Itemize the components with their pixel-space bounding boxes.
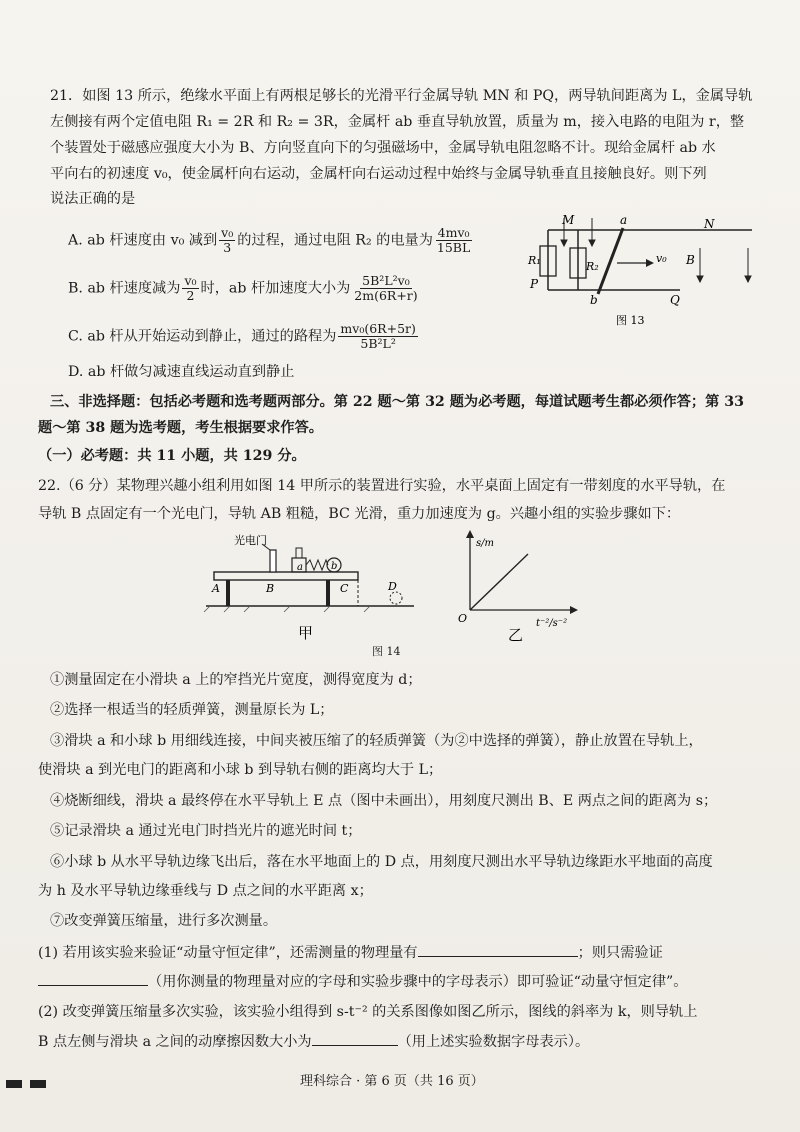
q22-step-6-line-1: ⑥小球 b 从水平导轨边缘飞出后，落在水平地面上的 D 点，用刻度尺测出水平导轨边缘距水平地面的高度 bbox=[50, 854, 713, 870]
figure-14-yi-caption: 乙 bbox=[508, 626, 524, 644]
q22-part-2-line-1: (2) 改变弹簧压缩量多次实验，该实验小组得到 s-t⁻² 的关系图像如图乙所示，图线的斜率为 k，则导轨上 bbox=[38, 1004, 698, 1020]
q21-option-a: A. ab 杆速度由 v₀ 减到 $\frac{\text{v₀}}{3}$ 的过程，通过电阻 R₂ 的电量为 $\frac{\text{4mv₀}}{15BL}$ bbox=[68, 225, 471, 255]
label-b: b bbox=[331, 561, 338, 572]
section3-sub-heading: （一）必考题：共 11 小题，共 129 分。 bbox=[38, 448, 306, 464]
x-axis-label: t⁻²/s⁻² bbox=[536, 618, 568, 629]
q22-step-3-line-1: ③滑块 a 和小球 b 用细线连接，中间夹被压缩了的轻质弹簧（为②中选择的弹簧），静止放置在导轨上， bbox=[50, 733, 703, 749]
label-P: P bbox=[530, 277, 539, 291]
s-vs-t-line bbox=[470, 554, 528, 610]
q22-stem-line-2: 导轨 B 点固定有一个光电门，导轨 AB 粗糙，BC 光滑，重力加速度为 g。兴趣小组的实验步骤如下： bbox=[38, 506, 681, 522]
q21-stem-line-3: 个装置处于磁感应强度大小为 B、方向竖直向下的匀强磁场中，金属导轨电阻忽略不计。现给金属杆 ab 水 bbox=[50, 140, 716, 156]
figure-14-caption: 图 14 bbox=[372, 645, 401, 658]
q21-stem-line-2: 左侧接有两个定值电阻 R₁ = 2R 和 R₂ = 3R，金属杆 ab 垂直导轨放置，质量为 m，接入电路的电阻为 r，整 bbox=[50, 114, 745, 130]
q22-step-3-line-2: 使滑块 a 到光电门的距离和小球 b 到导轨右侧的距离均大于 L； bbox=[38, 762, 443, 778]
figure-13-diagram bbox=[520, 208, 760, 328]
horizontal-rail bbox=[214, 572, 358, 580]
q21-option-d: D. ab 杆做匀减速直线运动直到静止 bbox=[68, 364, 295, 380]
figure-14-jia-diagram bbox=[200, 530, 420, 648]
velocity-arrow-icon bbox=[646, 259, 654, 267]
label-a: a bbox=[297, 562, 303, 573]
label-C: C bbox=[340, 582, 349, 595]
q22-step-4: ④烧断细线，滑块 a 最终停在水平导轨上 E 点（图中未画出），用刻度尺测出 B、E 两点之间的距离为 s； bbox=[50, 793, 718, 809]
figure-14-yi-graph bbox=[450, 530, 590, 648]
q22-stem-line-1: 22.（6 分）某物理兴趣小组利用如图 14 甲所示的装置进行实验，水平桌面上固定有一带刻度的水平导轨，在 bbox=[38, 478, 726, 494]
registration-mark bbox=[30, 1080, 46, 1088]
q22-step-2: ②选择一根适当的轻质弹簧，测量原长为 L； bbox=[50, 702, 334, 718]
label-R1: R₁ bbox=[528, 254, 541, 267]
q21-stem-line-1: 21．如图 13 所示，绝缘水平面上有两根足够长的光滑平行金属导轨 MN 和 PQ，两导轨间距离为 L，金属导轨 bbox=[50, 88, 753, 104]
figure-13-caption: 图 13 bbox=[616, 314, 645, 327]
q22-part-2-line-2: B 点左侧与滑块 a 之间的动摩擦因数大小为 （用上述实验数据字母表示）。 bbox=[38, 1031, 589, 1052]
q21-option-c: C. ab 杆从开始运动到静止，通过的路程为 $\frac{\text{mv₀(6R+5r)}}{\text{5B²L²}}$ bbox=[68, 321, 416, 351]
label-v0: v₀ bbox=[656, 252, 667, 265]
origin-label: O bbox=[458, 612, 468, 625]
label-Q: Q bbox=[670, 293, 680, 307]
q21-stem-line-5: 说法正确的是 bbox=[50, 191, 136, 207]
q22-step-1: ①测量固定在小滑块 a 上的窄挡光片宽度，测得宽度为 d； bbox=[50, 672, 422, 688]
label-R2: R₂ bbox=[586, 260, 599, 273]
label-A: A bbox=[212, 582, 220, 595]
label-photogate: 光电门 bbox=[234, 534, 267, 547]
label-B: B bbox=[686, 253, 695, 267]
q22-part-1-line-1: (1) 若用该实验来验证“动量守恒定律”，还需测量的物理量有 ；则只需验证 bbox=[38, 942, 663, 963]
registration-mark bbox=[6, 1080, 22, 1088]
label-D: D bbox=[388, 580, 397, 593]
label-a: a bbox=[620, 213, 628, 227]
q22-step-5: ⑤记录滑块 a 通过光电门时挡光片的遮光时间 t； bbox=[50, 823, 362, 839]
page-footer: 理科综合 · 第 6 页（共 16 页） bbox=[300, 1074, 484, 1089]
figure-14-jia-caption: 甲 bbox=[298, 624, 314, 642]
section3-heading-line-2: 题～第 38 题为选考题，考生根据要求作答。 bbox=[38, 420, 323, 436]
q22-part-1-line-2: （用你测量的物理量对应的字母和实验步骤中的字母表示）即可验证“动量守恒定律”。 bbox=[38, 971, 687, 992]
label-b: b bbox=[590, 293, 598, 307]
q22-step-6-line-2: 为 h 及水平导轨边缘垂线与 D 点之间的水平距离 x； bbox=[38, 883, 373, 899]
spring-icon bbox=[306, 560, 328, 570]
label-N: N bbox=[704, 217, 715, 231]
label-M: M bbox=[562, 213, 575, 227]
answer-blank-1[interactable] bbox=[418, 942, 578, 957]
q21-stem-line-4: 平向右的初速度 v₀，使金属杆向右运动，金属杆向右运动过程中始终与金属导轨垂直且接触良好。则下列 bbox=[50, 166, 707, 182]
photogate-icon bbox=[270, 550, 276, 572]
q22-step-7: ⑦改变弹簧压缩量，进行多次测量。 bbox=[50, 913, 278, 929]
answer-blank-3[interactable] bbox=[312, 1031, 398, 1046]
section3-heading-line-1: 三、非选择题：包括必考题和选考题两部分。第 22 题～第 32 题为必考题，每道试题考生都必须作答；第 33 bbox=[50, 394, 744, 410]
y-axis-label: s/m bbox=[476, 538, 494, 549]
metal-rod-ab bbox=[598, 228, 623, 294]
label-B: B bbox=[266, 582, 275, 595]
q21-option-b: B. ab 杆速度减为 $\frac{\text{v₀}}{2}$ 时，ab 杆加速度大小为 $\frac{\text{5B²L²v₀}}{2m(6R+r)}$ bbox=[68, 273, 418, 303]
answer-blank-2[interactable] bbox=[38, 971, 148, 986]
landing-ball-icon bbox=[390, 592, 402, 604]
